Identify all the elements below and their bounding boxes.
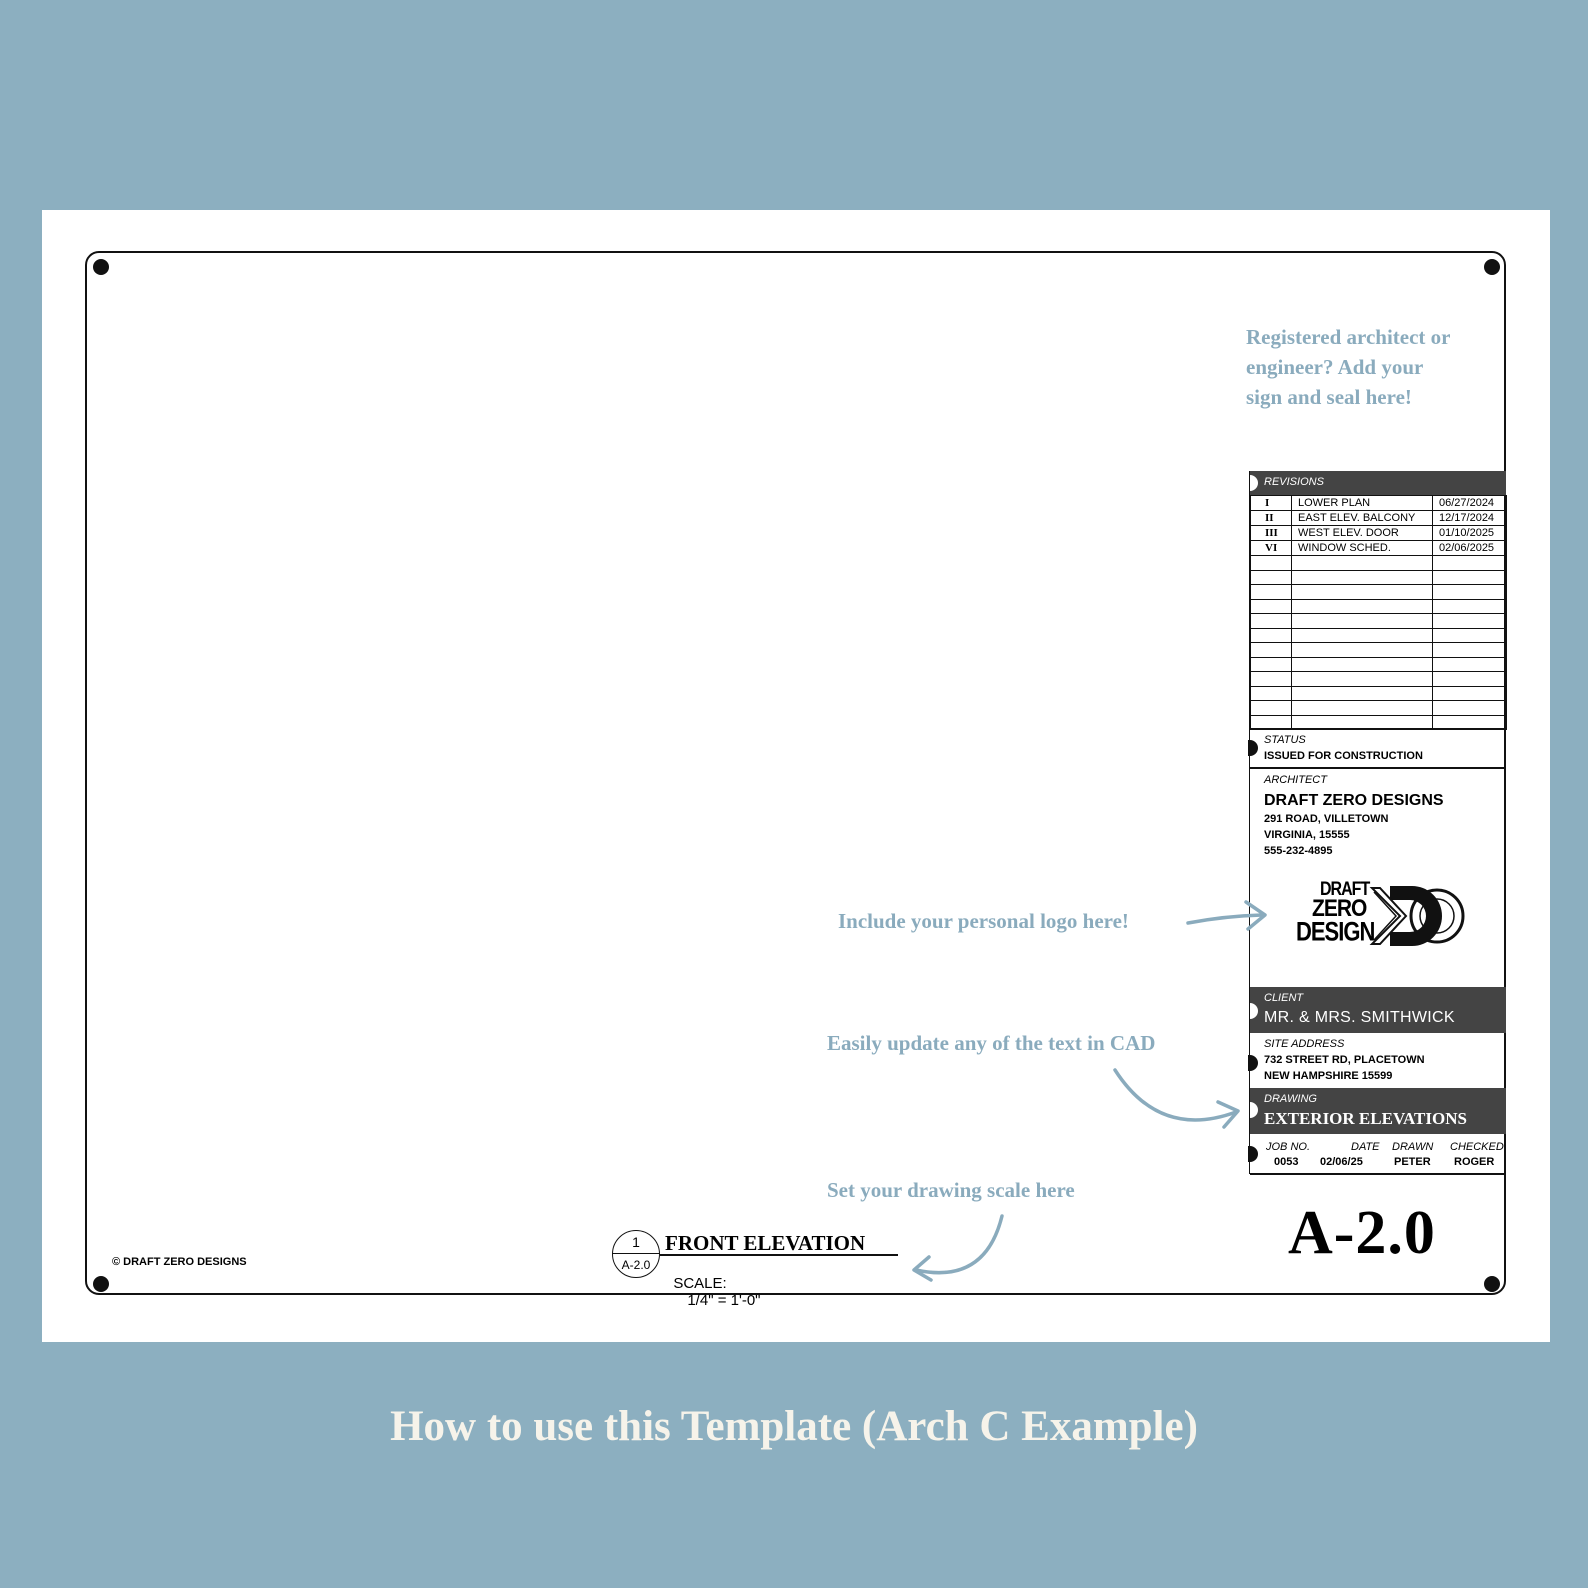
job-number-label: JOB NO. [1266, 1141, 1311, 1153]
status-value: ISSUED FOR CONSTRUCTION [1264, 750, 1423, 762]
revision-number: I [1251, 496, 1292, 511]
job-number-value: 0053 [1274, 1156, 1299, 1168]
view-sheet-reference: A-2.0 [621, 1258, 651, 1272]
text-note: Easily update any of the text in CAD [827, 1031, 1156, 1055]
site-address-label: SITE ADDRESS [1264, 1038, 1345, 1050]
checked-value: ROGER [1454, 1156, 1495, 1168]
logo-text: ZERO [1312, 895, 1367, 922]
architect-label: ARCHITECT [1264, 774, 1327, 786]
client-label: CLIENT [1264, 992, 1304, 1004]
architect-address-line: 291 ROAD, VILLETOWN [1264, 813, 1389, 825]
site-address-line: 732 STREET RD, PLACETOWN [1264, 1054, 1425, 1066]
view-scale-label: SCALE: [673, 1275, 727, 1292]
view-callout [612, 1230, 662, 1280]
drawn-label: DRAWN [1392, 1141, 1434, 1153]
revision-number: III [1251, 526, 1292, 541]
client-name: MR. & MRS. SMITHWICK [1264, 1009, 1455, 1026]
revision-number: II [1251, 511, 1292, 526]
logo-note: Include your personal logo here! [838, 909, 1129, 933]
view-scale [665, 1258, 760, 1309]
revision-number: VI [1251, 541, 1292, 556]
revision-description: WINDOW SCHED. [1292, 541, 1433, 556]
date-label: DATE [1351, 1141, 1380, 1153]
revision-description: LOWER PLAN [1292, 496, 1433, 511]
logo-text: DESIGN [1296, 916, 1375, 947]
view-scale-value: 1/4" = 1'-0" [687, 1292, 761, 1309]
seal-note-line: sign and seal here! [1246, 385, 1412, 409]
arrow-icon [916, 1216, 1002, 1273]
arrow-icon [1188, 915, 1262, 923]
date-value: 02/06/25 [1320, 1156, 1363, 1168]
arrow-icon [1115, 1070, 1236, 1120]
seal-note-line: Registered architect or [1246, 325, 1451, 349]
scale-note: Set your drawing scale here [827, 1178, 1075, 1202]
copyright: © DRAFT ZERO DESIGNS [112, 1256, 247, 1268]
arrowhead-icon [914, 1257, 931, 1280]
sheet-number: A-2.0 [1288, 1199, 1436, 1267]
revision-date: 12/17/2024 [1433, 511, 1507, 526]
revision-date: 02/06/2025 [1433, 541, 1507, 556]
architect-phone: 555-232-4895 [1264, 845, 1333, 857]
revision-description: EAST ELEV. BALCONY [1292, 511, 1433, 526]
revisions-label: REVISIONS [1264, 476, 1324, 488]
revision-description: WEST ELEV. DOOR [1292, 526, 1433, 541]
architect-address-line: VIRGINIA, 15555 [1264, 829, 1350, 841]
status-label: STATUS [1264, 734, 1306, 746]
architect-name: DRAFT ZERO DESIGNS [1264, 792, 1444, 809]
site-address-line: NEW HAMPSHIRE 15599 [1264, 1070, 1393, 1082]
drawn-value: PETER [1394, 1156, 1431, 1168]
page-title: How to use this Template (Arch C Example) [390, 1403, 1198, 1450]
revision-date: 06/27/2024 [1433, 496, 1507, 511]
drawing-label: DRAWING [1264, 1093, 1317, 1105]
checked-label: CHECKED [1450, 1141, 1504, 1153]
logo-text: DRAFT [1320, 879, 1370, 900]
view-number: 1 [632, 1234, 640, 1250]
drawing-title: EXTERIOR ELEVATIONS [1264, 1109, 1467, 1128]
view-title: FRONT ELEVATION [665, 1231, 866, 1255]
revision-date: 01/10/2025 [1433, 526, 1507, 541]
seal-note-line: engineer? Add your [1246, 355, 1424, 379]
